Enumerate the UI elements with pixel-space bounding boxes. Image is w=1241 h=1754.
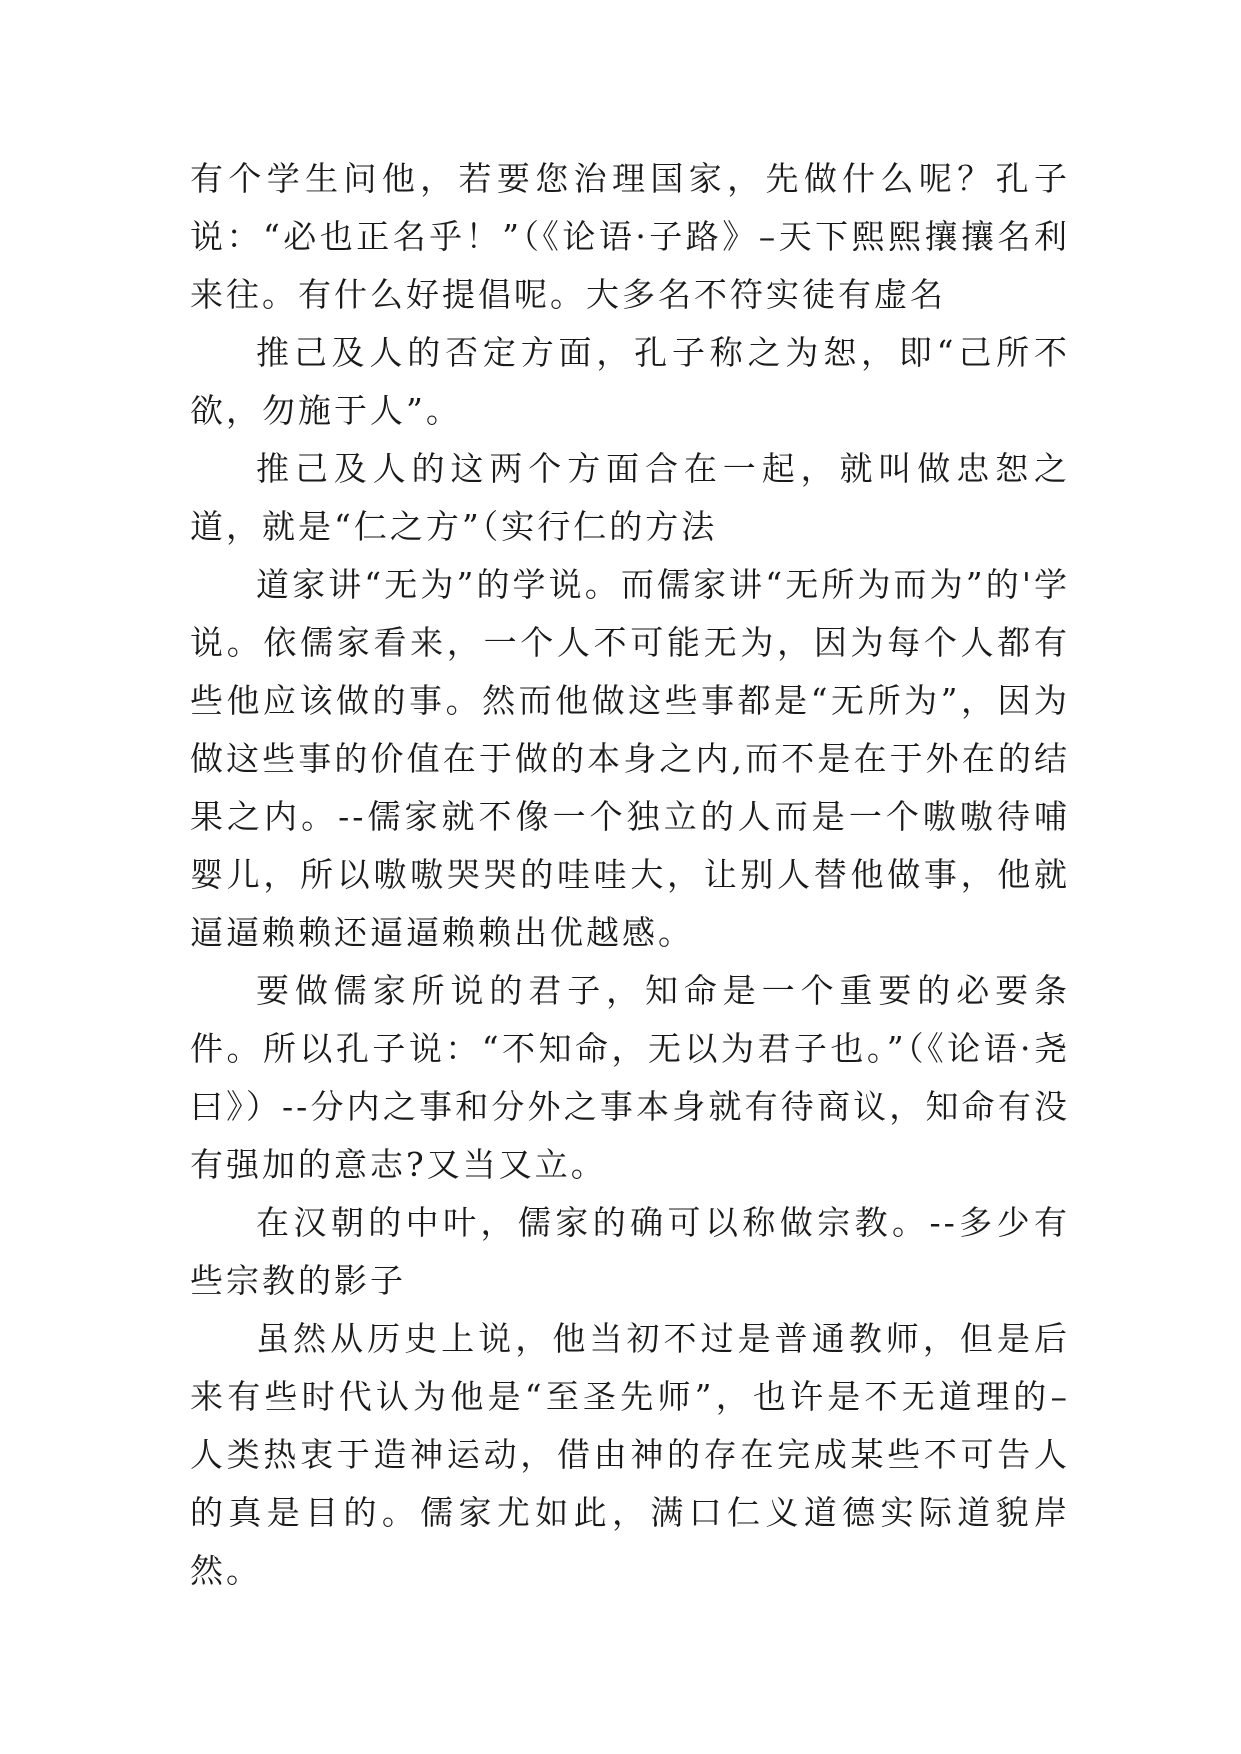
paragraph-zhengming: 有个学生问他，若要您治理国家，先做什么呢？孔子说：“必也正名乎！”（《论语·子路》–天下熙熙攘攘名利来往。有什么好提倡呢。大多名不符实徒有虚名 (190, 159, 1070, 314)
paragraph-zhiming: 要做儒家所说的君子，知命是一个重要的必要条件。所以孔子说：“不知命，无以为君子也。”（《论语·尧曰》）--分内之事和分外之事本身就有待商议，知命有没有强加的意志?又当又立。 (190, 971, 1070, 1184)
paragraph-zhongshu: 推己及人的这两个方面合在一起，就叫做忠恕之道，就是“仁之方”（实行仁的方法 (190, 449, 1070, 546)
paragraph-religion: 在汉朝的中叶，儒家的确可以称做宗教。--多少有些宗教的影子 (190, 1203, 1070, 1300)
document-page (190, 150, 1070, 1600)
paragraph-wuwei: 道家讲“无为”的学说。而儒家讲“无所为而为”的'学说。依儒家看来，一个人不可能无为，因为每个人都有些他应该做的事。然而他做这些事都是“无所为”，因为做这些事的价值在于做的本身之内,而不是在于外在的结果之内。--儒家就不像一个独立的人而是一个嗷嗷待哺婴儿，所以嗷嗷哭哭的哇哇大，让别人替他做事，他就逼逼赖赖还逼逼赖赖出优越感。 (190, 565, 1070, 952)
paragraph-sage-teacher: 虽然从历史上说，他当初不过是普通教师，但是后来有些时代认为他是“至圣先师”，也许是不无道理的–人类热衷于造神运动，借由神的存在完成某些不可告人的真是目的。儒家尤如此，满口仁义道德实际道貌岸然。 (190, 1319, 1070, 1590)
paragraph-shu: 推己及人的否定方面，孔子称之为恕，即“己所不欲，勿施于人”。 (190, 333, 1070, 430)
